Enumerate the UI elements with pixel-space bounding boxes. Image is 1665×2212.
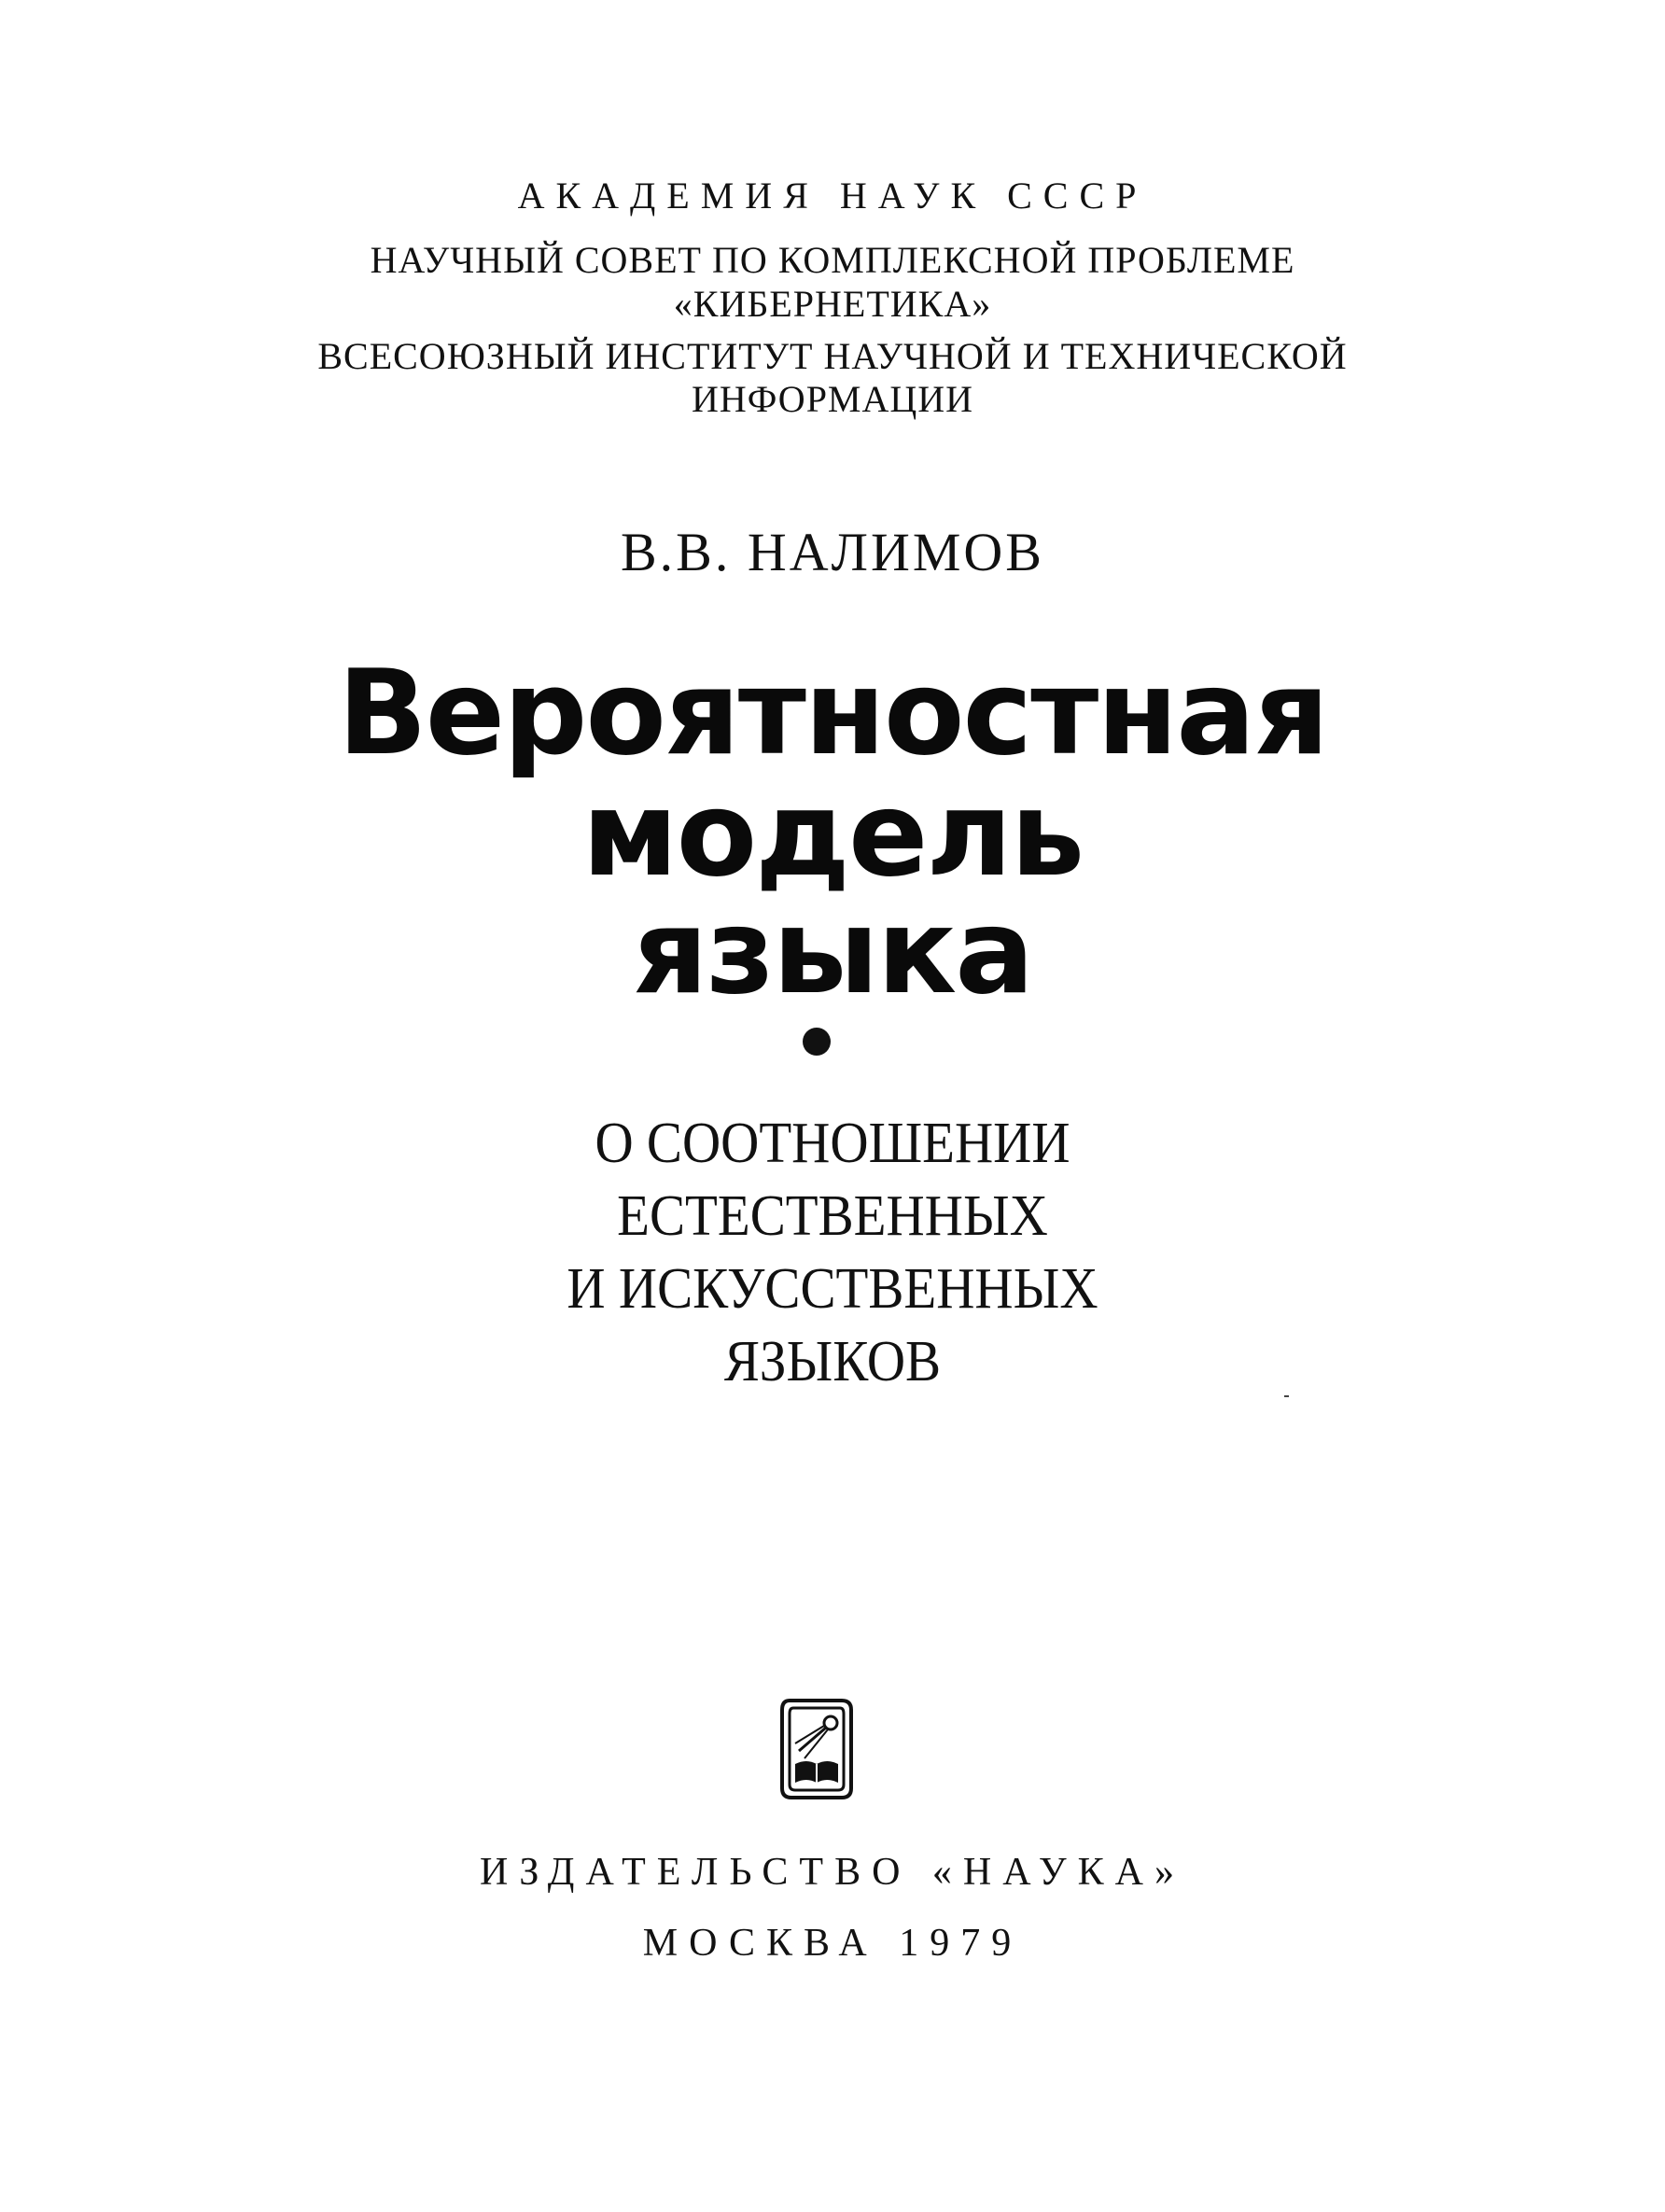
book-title-line2: модель — [581, 765, 1084, 903]
book-title-line1: Вероятностная — [337, 644, 1328, 781]
book-title-line3: языка — [632, 883, 1033, 1020]
institute-name-line2: ИНФОРМАЦИИ — [691, 378, 974, 420]
publisher-city-year: МОСКВА 1979 — [642, 1922, 1023, 1965]
institute-name-line1: ВСЕСОЮЗНЫЙ ИНСТИТУТ НАУЧНОЙ И ТЕХНИЧЕСКОЙ — [317, 335, 1348, 377]
subtitle-line2: ЕСТЕСТВЕННЫХ — [617, 1184, 1048, 1248]
council-name-line1: НАУЧНЫЙ СОВЕТ ПО КОМПЛЕКСНОЙ ПРОБЛЕМЕ — [370, 239, 1295, 281]
publisher-name: ИЗДАТЕЛЬСТВО «НАУКА» — [480, 1851, 1185, 1894]
subtitle-line3: И ИСКУССТВЕННЫХ — [567, 1257, 1098, 1321]
author-name: В.В. НАЛИМОВ — [620, 522, 1044, 582]
print-speck — [1284, 1395, 1289, 1397]
subtitle-line1: О СООТНОШЕНИИ — [595, 1112, 1070, 1175]
council-name-line2: «КИБЕРНЕТИКА» — [673, 283, 992, 325]
subtitle-line4: ЯЗЫКОВ — [723, 1330, 942, 1393]
title-separator-dot — [803, 1028, 831, 1056]
nauka-publisher-emblem-icon — [780, 1697, 853, 1801]
academy-name: АКАДЕМИЯ НАУК СССР — [517, 175, 1148, 217]
